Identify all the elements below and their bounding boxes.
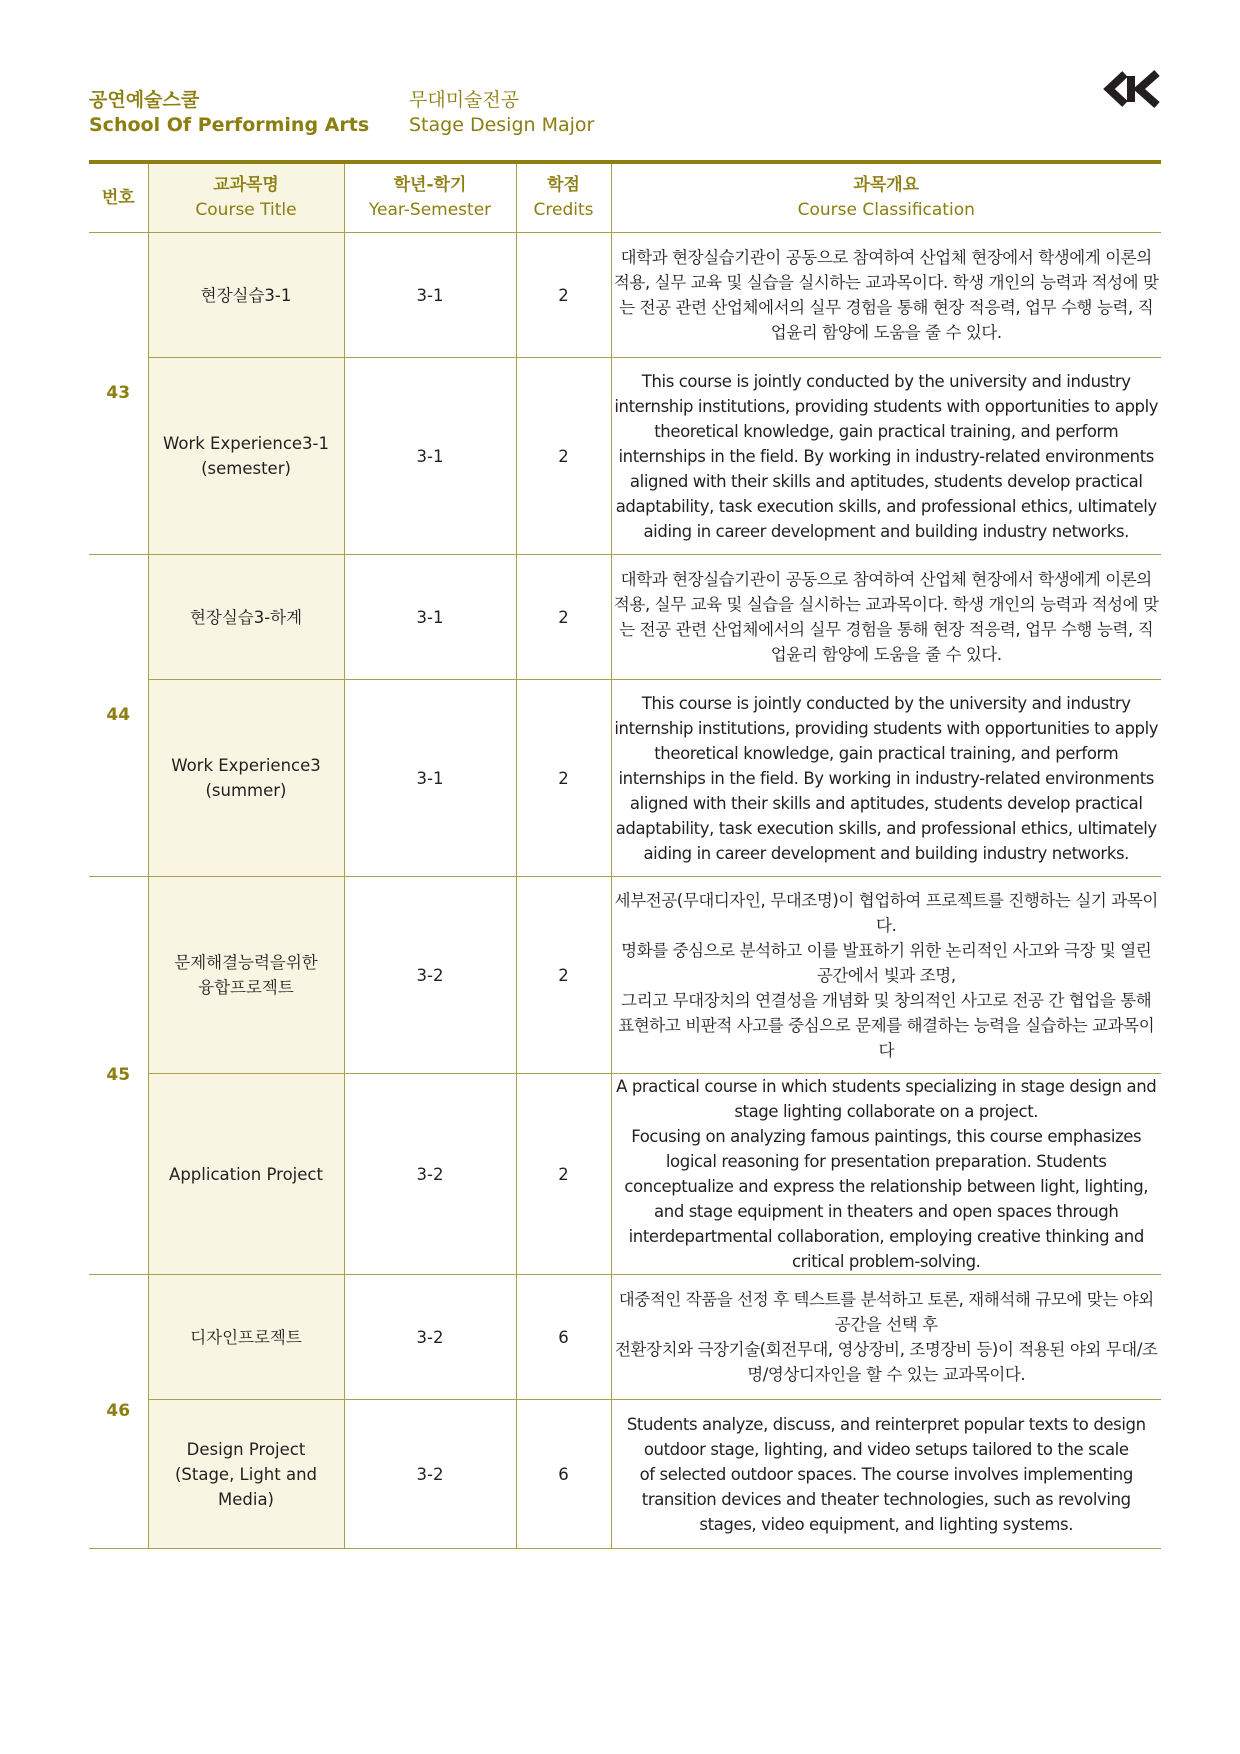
course-description-en: Students analyze, discuss, and reinterpret popular texts to design outdoor stage, lighting, and video setups tailored to the scale of selected outdoor spaces. The course involves implementing transition devices and theater technologies, such as revolving stages, video equipment, and lighting systems. — [611, 1400, 1161, 1549]
header-year-semester: 학년-학기 Year-Semester — [344, 164, 516, 233]
table-row — [89, 555, 1161, 680]
year-semester: 3-1 — [344, 233, 516, 358]
year-semester: 3-2 — [344, 877, 516, 1074]
credits: 2 — [516, 1074, 611, 1275]
year-semester: 3-1 — [344, 680, 516, 877]
credits: 2 — [516, 358, 611, 555]
table-row — [89, 1275, 1161, 1400]
table-row — [89, 1400, 1161, 1549]
course-description-en: A practical course in which students specializing in stage design and stage lighting collaborate on a project. Focusing on analyzing famous paintings, this course emphasizes logical reasoning for presentation preparation. Students conceptualize and express the relationship between light, lighting, and stage equipment in theaters and open spaces through interdepartmental collaboration, employing creative thinking and critical problem-solving. — [611, 1074, 1161, 1275]
major-name-ko: 무대미술전공 — [409, 89, 520, 111]
year-semester: 3-1 — [344, 358, 516, 555]
credits: 6 — [516, 1275, 611, 1400]
page-header — [89, 88, 1161, 164]
ck-logo-icon — [1101, 70, 1161, 108]
course-description-ko: 세부전공(무대디자인, 무대조명)이 협업하여 프로젝트를 진행하는 실기 과목이다. 명화를 중심으로 분석하고 이를 발표하기 위한 논리적인 사고와 극장 및 열린 공간에서 빛과 조명, 그리고 무대장치의 연결성을 개념화 및 창의적인 사고로 전공 간 협업을 통해 표현하고 비판적 사고를 중심으로 문제를 해결하는 능력을 실습하는 교과목이다 — [611, 877, 1161, 1074]
school-name — [89, 88, 369, 138]
year-semester: 3-2 — [344, 1275, 516, 1400]
course-title-ko: 문제해결능력을위한 융합프로젝트 — [148, 877, 344, 1074]
major-name — [409, 88, 594, 138]
course-title-en: Work Experience3-1 (semester) — [148, 358, 344, 555]
course-description-ko: 대학과 현장실습기관이 공동으로 참여하여 산업체 현장에서 학생에게 이론의 적용, 실무 교육 및 실습을 실시하는 교과목이다. 학생 개인의 능력과 적성에 맞는 전공 관련 산업체에서의 실무 경험을 통해 현장 적응력, 업무 수행 능력, 직업윤리 함양에 도움을 줄 수 있다. — [611, 555, 1161, 680]
credits: 2 — [516, 555, 611, 680]
course-title-ko: 디자인프로젝트 — [148, 1275, 344, 1400]
course-title-ko: 현장실습3-하계 — [148, 555, 344, 680]
course-description-ko: 대학과 현장실습기관이 공동으로 참여하여 산업체 현장에서 학생에게 이론의 적용, 실무 교육 및 실습을 실시하는 교과목이다. 학생 개인의 능력과 적성에 맞는 전공 관련 산업체에서의 실무 경험을 통해 현장 적응력, 업무 수행 능력, 직업윤리 함양에 도움을 줄 수 있다. — [611, 233, 1161, 358]
header-num: 번호 — [89, 164, 148, 233]
course-description-en: This course is jointly conducted by the university and industry internship institutions, providing students with opportunities to apply theoretical knowledge, gain practical training, and perform internships in the field. By working in industry-related environments aligned with their skills and aptitudes, students develop practical adaptability, task execution skills, and professional ethics, ultimately aiding in career development and building industry networks. — [611, 358, 1161, 555]
header-course-classification: 과목개요 Course Classification — [611, 164, 1161, 233]
credits: 6 — [516, 1400, 611, 1549]
credits: 2 — [516, 233, 611, 358]
school-name-en: School Of Performing Arts — [89, 114, 370, 136]
table-row — [89, 233, 1161, 358]
course-number: 46 — [89, 1275, 148, 1549]
course-title-ko: 현장실습3-1 — [148, 233, 344, 358]
table-row — [89, 680, 1161, 877]
course-number: 44 — [89, 555, 148, 877]
year-semester: 3-1 — [344, 555, 516, 680]
year-semester: 3-2 — [344, 1074, 516, 1275]
table-row — [89, 1074, 1161, 1275]
course-title-en: Design Project (Stage, Light and Media) — [148, 1400, 344, 1549]
year-semester: 3-2 — [344, 1400, 516, 1549]
course-title-en: Application Project — [148, 1074, 344, 1275]
course-description-ko: 대중적인 작품을 선정 후 텍스트를 분석하고 토론, 재해석해 규모에 맞는 야외 공간을 선택 후 전환장치와 극장기술(회전무대, 영상장비, 조명장비 등)이 적용된 야외 무대/조명/영상디자인을 할 수 있는 교과목이다. — [611, 1275, 1161, 1400]
course-description-en: This course is jointly conducted by the university and industry internship institutions, providing students with opportunities to apply theoretical knowledge, gain practical training, and perform internships in the field. By working in industry-related environments aligned with their skills and aptitudes, students develop practical adaptability, task execution skills, and professional ethics, ultimately aiding in career development and building industry networks. — [611, 680, 1161, 877]
table-row — [89, 358, 1161, 555]
course-table — [89, 164, 1161, 1549]
table-header-row — [89, 164, 1161, 233]
course-title-en: Work Experience3 (summer) — [148, 680, 344, 877]
major-name-en: Stage Design Major — [409, 114, 595, 136]
credits: 2 — [516, 877, 611, 1074]
credits: 2 — [516, 680, 611, 877]
school-name-ko: 공연예술스쿨 — [89, 89, 200, 111]
course-number: 45 — [89, 877, 148, 1275]
header-course-title: 교과목명 Course Title — [148, 164, 344, 233]
table-row — [89, 877, 1161, 1074]
course-number: 43 — [89, 233, 148, 555]
header-credits: 학점 Credits — [516, 164, 611, 233]
